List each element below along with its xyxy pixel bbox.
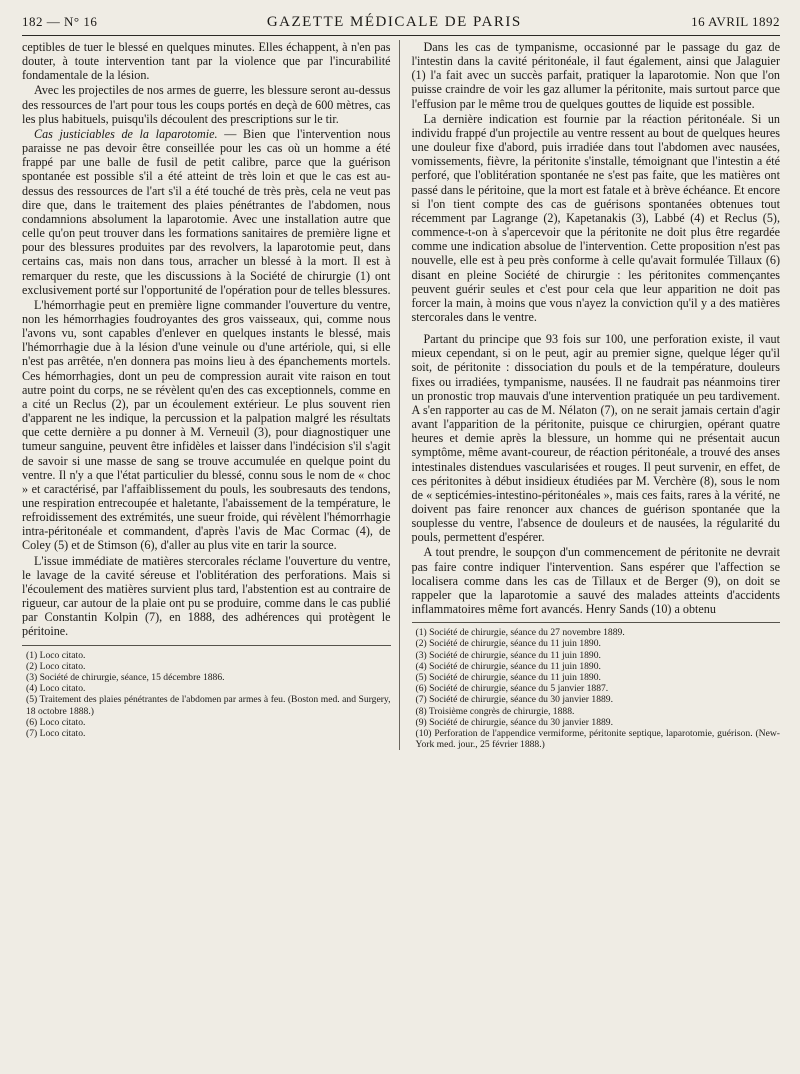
footnote: (4) Société de chirurgie, séance du 11 juin 1890. [415, 660, 601, 672]
footnote: (4) Loco citato. [26, 683, 86, 695]
footnote: (3) Société de chirurgie, séance, 15 décembre 1886. [26, 671, 225, 683]
left-column [22, 40, 400, 750]
footnote: (9) Société de chirurgie, séance du 30 janvier 1889. [415, 716, 613, 728]
page-header [22, 14, 780, 36]
issue-date: 16 AVRIL 1892 [691, 14, 780, 29]
right-paragraph-1: Dans les cas de tympanisme, occasionné par le passage du gaz de l'intestin dans la cavité péritonéale, il faut également, ainsi que Jalaguier (1) l'a fait avec un succès parfait, pratiquer la laparotomie. Non que l'on puisse craindre de voir les gaz allumer la péritonite, mais surtout parce que l'effusion par le même trou de quelques gouttes de liquide est possible. [411, 40, 780, 111]
text-columns [22, 40, 780, 750]
section-heading-laparotomy: Cas justiciables de la laparotomie. [34, 126, 218, 141]
footnote: (7) Société de chirurgie, séance du 30 janvier 1889. [415, 694, 613, 706]
left-footnotes [22, 645, 391, 740]
footnote: (1) Loco citato. [26, 649, 86, 661]
left-paragraph-1: ceptibles de tuer le blessé en quelques minutes. Elles échappent, à n'en pas douter, à toute intervention tant par la violence que par l'incurabilité fondamentale de la lésion. [22, 40, 391, 83]
left-paragraph-3 [22, 127, 391, 297]
right-paragraph-2: La dernière indication est fournie par la réaction péritonéale. Si un individu frappé d'un projectile au ventre ressent au bout de quelques heures une douleur fixe d'abord, puis irradiée dans tout l'abdomen avec nausées, vomissements, fièvre, la péritonite s'installe, témoignant que l'intestin a été perforé, que l'oblitération spontanée ne s'est pas faite, que les matières ont passé dans le péritoine, que la mort est fatale et à brève échéance. Et encore si l'on tient compte des cas de guérisons spontanées obtenues tout récemment par Lagrange (2), Kapetanakis (3), Labbé (4) et Reclus (5), commence-t-on à s'apercevoir que la péritonite ne doit plus être regardée comme une indication absolue de l'intervention. Cette proposition n'est pas nouvelle, elle est à peu près conforme à celle qu'avait formulée Tillaux (6) disant en pleine Société de chirurgie : les péritonites commençantes peuvent guérir seules et c'est pour cela que leur apparition ne doit pas forcer la main, à moins que vous n'ayez la conviction qu'il y a des matières stercorales dans le ventre. [411, 111, 780, 324]
right-paragraph-4: A tout prendre, le soupçon d'un commencement de péritonite ne devrait pas faire contre indiquer l'intervention. Sans espérer que l'affection se localisera comme dans les cas de Tillaux et de Berger (9), on doit se rappeler que la laparotomie a sauvé des malades atteints d'accidents inflammatoires même fort avancés. Henry Sands (10) a obtenu [411, 545, 780, 617]
footnote: (6) Loco citato. [26, 716, 86, 728]
page-number-issue [22, 14, 97, 30]
journal-title: GAZETTE MÉDICALE DE PARIS [266, 14, 522, 30]
footnote: (2) Loco citato. [26, 660, 86, 672]
footnote: (3) Société de chirurgie, séance du 11 juin 1890. [415, 649, 601, 661]
left-paragraph-2: Avec les projectiles de nos armes de guerre, les blessure seront au-dessus des ressources de l'art pour tous les coups portés en deçà de 600 mètres, cas les plus habituels, puisqu'ils découlent des prescriptions sur le tir. [22, 83, 391, 126]
left-paragraph-3-text: — Bien que l'intervention nous paraisse ne pas devoir être conseillée pour les cas où un homme a été frappé par une balle de fusil de petit calibre, parce que la guérison spontanée est possible s'il a été atteint de très loin et que le cas est au-dessus des ressources de l'art s'il a été touché de très près, cela ne veut pas dire que, dans le traitement des plaies pénétrantes de l'abdomen, nous condamnions absolument la laparotomie. Avec une installation autre que celle qu'on peut trouver dans les formations sanitaires de première ligne et pour des blessures produites par des revolvers, la laparotomie peut, dans certains cas, mais non dans tous, arracher un blessé à la mort. Il est à remarquer du reste, que les discussions à la Société de chirurgie (1) ont exclusivement porté sur l'opportunité de l'opération pour de telles blessures. [22, 126, 391, 297]
right-column [410, 40, 781, 750]
footnote: (6) Société de chirurgie, séance du 5 janvier 1887. [415, 683, 609, 695]
footnote: (5) Traitement des plaies pénétrantes de l'abdomen par armes à feu. (Boston med. and Surgery, 18 octobre 1888.) [26, 694, 391, 717]
footnote: (5) Société de chirurgie, séance du 11 juin 1890. [415, 672, 601, 684]
footnote: (7) Loco citato. [26, 727, 86, 739]
footnote: (1) Société de chirurgie, séance du 27 novembre 1889. [415, 627, 625, 639]
issue-number: — N° 16 [46, 14, 98, 29]
footnote: (2) Société de chirurgie, séance du 11 juin 1890. [415, 638, 601, 650]
footnote: (8) Troisième congrès de chirurgie, 1888. [415, 705, 575, 717]
page-number: 182 [22, 14, 43, 29]
right-paragraph-3: Partant du principe que 93 fois sur 100, une perforation existe, il vaut mieux cependant, si on le peut, agir au premier signe, quelque léger qu'il soit, de péritonite : dissociation du pouls et de la température, douleurs fixes ou irradiées, tympanisme, nausées. Il ne faudrait pas néanmoins tirer un pronostic trop mauvais d'une intervention pratiquée un peu tardivement. A s'en rapporter au cas de M. Nélaton (7), on ne serait jamais certain d'agir avant l'apparition de la péritonite, puisque ce chirurgien, opérant quatre heures et demie après la blessure, un homme qui ne présentait aucun symptôme, même avant-coureur, de réaction péritonéale, a trouvé des anses intestinales distendues vascularisées et rouges. Il peut survenir, en effet, de ces péritonites à début insidieux étudiées par M. Verchère (8), sous le nom de « septicémies-intestino-péritonéales », mais ces faits, rares à la vérité, ne doivent pas faire renoncer aux chances de guérison spontanée que la souplesse du ventre, l'absence de douleurs et de nausées, la régularité du pouls, permettent d'espérer. [411, 332, 780, 545]
left-paragraph-4: L'hémorrhagie peut en première ligne commander l'ouverture du ventre, non les hémorrhagies foudroyantes des gros vaisseaux, qui, comme nous l'avons vu, sont capables d'enlever en quelques instants le blessé, mais l'hémorrhagie due à la lésion d'une veinule ou d'une artériole, qui, si elle n'est pas arrêtée, n'en donnera pas moins lieu à des épanchements mortels. Ces hémorrhagies, dont un peu de compression aurait vite raison en tout autre point du corps, ne se révèlent qu'en des cas exceptionnels, comme en a cité un Reclus (2), par un écoulement extérieur. Le plus souvent rien d'apparent ne les indique, la percussion et la palpation malgré les résultats que cette dernière a pu donner à M. Verneuil (3), pour diagnostiquer une tumeur sanguine, peuvent être infidèles et laisser dans l'indécision s'il s'agit de savoir si une masse de sang se trouve accumulée en quelque point du ventre. Il n'y a que l'état particulier du blessé, connu sous le nom de « choc » et caractérisé, par l'affaiblissement du pouls, les soubresauts des tendons, une respiration entrecoupée et haletante, l'abaissement de la température, le refroidissement des extrémités, une sueur froide, qui révèlent l'hémorrhagie intra-péritonéale et commandent, d'après l'avis de Mac Cormac (4), de Coley (5) et de Stimson (6), d'aller au plus vite en tarir la source. [22, 297, 391, 553]
left-paragraph-5: L'issue immédiate de matières stercorales réclame l'ouverture du ventre, le lavage de la cavité séreuse et l'oblitération des perforations. Mais si l'écoulement des matières survient plus tard, l'abstention est au contraire de rigueur, car autour de la plaie ont pu se produire, comme dans le cas publié par Constantin Kolpin (7), en 1888, des adhérences qui protègent le péritoine. [22, 553, 391, 639]
footnote: (10) Perforation de l'appendice vermiforme, péritonite septique, laparotomie, guérison. (New-York med. jour., 25 février 1888.) [415, 728, 780, 751]
right-footnotes [412, 622, 781, 750]
